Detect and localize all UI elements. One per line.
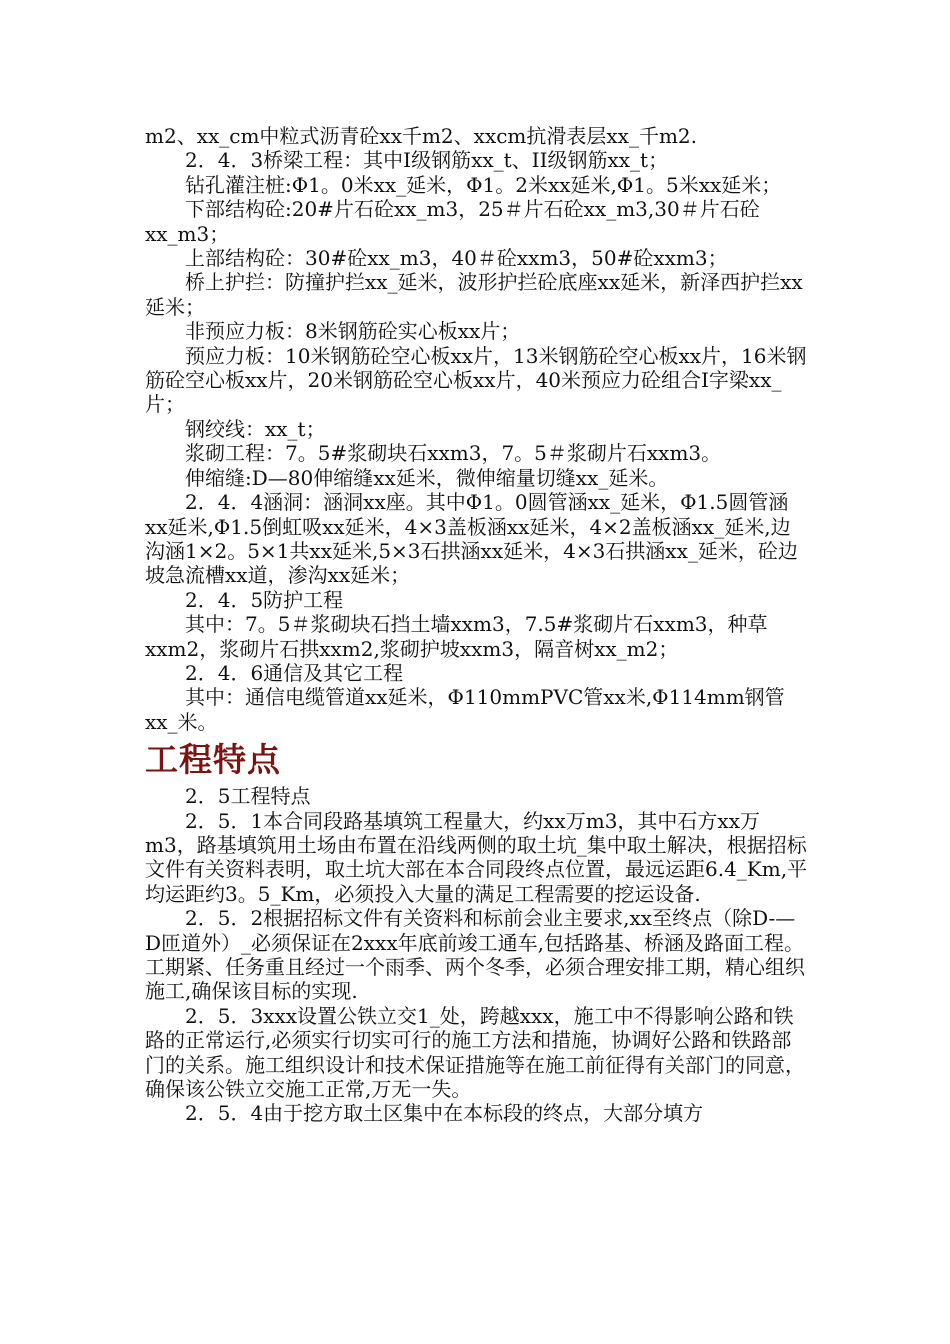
paragraph: 钻孔灌注桩:Φ1。0米xx_延米，Φ1。2米xx延米,Φ1。5米xx延米； [185,172,782,197]
paragraph: 2．5工程特点 [185,784,311,809]
paragraph: 伸缩缝:D—80伸缩缝xx延米，微伸缩量切缝xx_延米。 [185,465,669,490]
paragraph: m2、xx_cm中粒式沥青砼xx千m2、xxcm抗滑表层xx_千m2. [145,124,697,148]
paragraph: 桥上护拦：防撞护拦xx_延米，波形护拦砼底座xx延米，新泽西护拦xx延米； [145,270,803,319]
paragraph: 下部结构砼:20#片石砼xx_m3，25＃片石砼xx_m3,30＃片石砼xx_m3； [145,197,760,246]
paragraph: 预应力板：10米钢筋砼空心板xx片，13米钢筋砼空心板xx片，16米钢筋砼空心板xx片，20米钢筋砼空心板xx片，40米预应力砼组合I字梁xx_片； [145,343,807,417]
paragraph: 2．4．6通信及其它工程 [185,660,404,685]
paragraph: 2．4．4涵洞：涵洞xx座。其中Φ1。0圆管涵xx_延米，Φ1.5圆管涵xx延米,Φ1.5倒虹吸xx延米，4×3盖板涵xx延米，4×2盖板涵xx_延米,边沟涵1×2。5×1共xx延米,5×3石拱涵xx延米，4×3石拱涵xx_延米，砼边坡急流槽xx道，渗沟xx延米； [145,490,798,588]
section-features [145,784,810,1126]
paragraph: 2．4．5防护工程 [185,587,344,612]
paragraph: 其中：7。5＃浆砌块石挡土墙xxm3，7.5#浆砌片石xxm3，种草xxm2，浆砌片石拱xxm2,浆砌护坡xxm3，隔音树xx_m2； [145,612,768,661]
section-heading: 工程特点 [145,740,281,780]
paragraph: 上部结构砼：30#砼xx_m3，40＃砼xxm3，50#砼xxm3； [185,246,728,271]
paragraph: 2．5．2根据招标文件有关资料和标前会业主要求,xx至终点（除D-—D匝道外）_必须保证在2xxx年底前竣工通车,包括路基、桥涵及路面工程。工期紧、任务重且经过一个雨季、两个冬季，必须合理安排工期，精心组织施工,确保该目标的实现. [145,906,805,1004]
paragraph: 2．4．3桥梁工程：其中I级钢筋xx_t、II级钢筋xx_t； [185,148,669,173]
paragraph: 2．5．3xxx设置公铁立交1_处，跨越xxx，施工中不得影响公路和铁路的正常运行,必须实行切实可行的施工方法和措施，协调好公路和铁路部门的关系。施工组织设计和技术保证措施等在施工前征得有关部门的同意，确保该公铁立交施工正常,万无一失。 [145,1003,805,1102]
paragraph: 其中：通信电缆管道xx延米，Φ110mmPVC管xx米,Φ114mm钢管xx_米。 [145,685,785,734]
paragraph: 2．5．4由于挖方取土区集中在本标段的终点，大部分填方 [185,1101,704,1126]
section-quantities [145,124,810,734]
paragraph: 2．5．1本合同段路基填筑工程量大，约xx万m3，其中石方xx万m3，路基填筑用土场由布置在沿线两侧的取土坑_集中取土解决，根据招标文件有关资料表明，取土坑大部在本合同段终点位置，最远运距6.4_Km,平均运距约3。5_Km，必须投入大量的满足工程需要的挖运设备. [145,808,808,906]
paragraph: 非预应力板：8米钢筋砼实心板xx片； [185,319,521,344]
paragraph: 钢绞线：xx_t； [185,416,326,441]
paragraph: 浆砌工程：7。5#浆砌块石xxm3，7。5＃浆砌片石xxm3。 [185,441,722,466]
document-body [145,124,810,1126]
